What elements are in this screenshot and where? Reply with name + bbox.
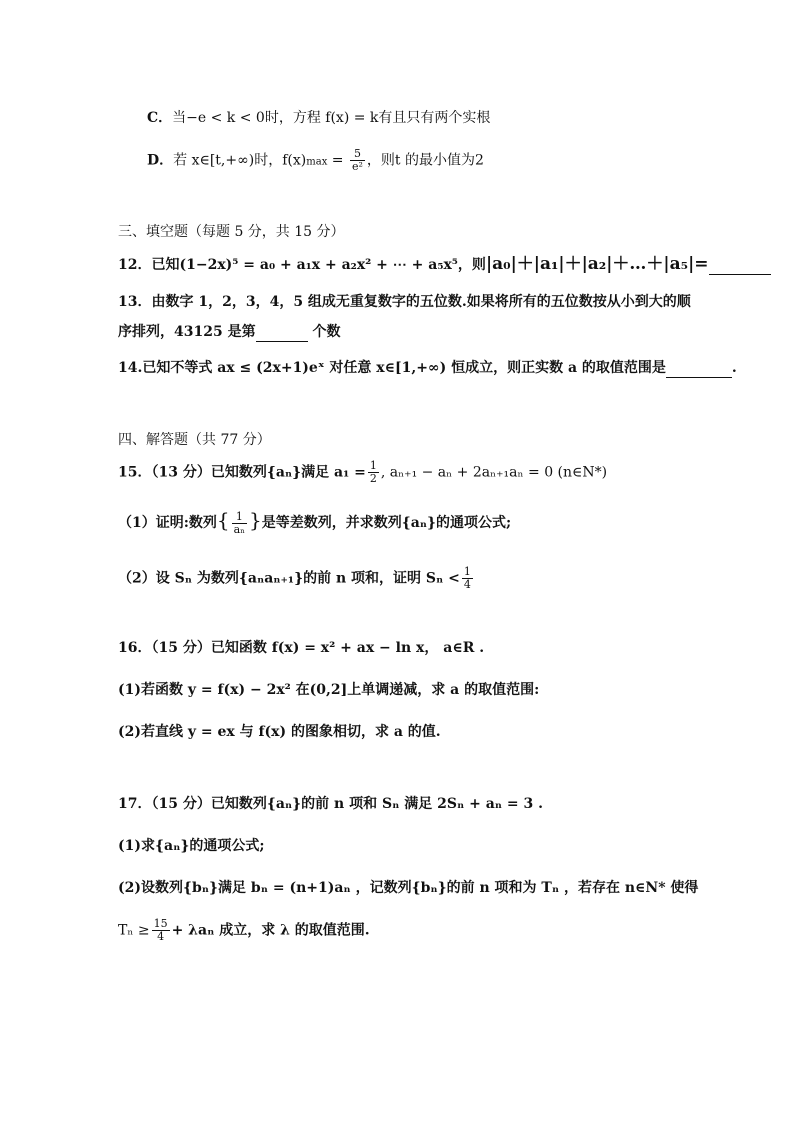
option-d-label: D． <box>147 152 174 169</box>
q14-end: . <box>731 360 737 376</box>
q17-p2b-fraction <box>152 918 170 943</box>
question-16-stem: 16．（15 分）已知函数 f(x) = x² + ax − ln x， a∈R . <box>118 640 485 656</box>
q17-p2b-den: 4 <box>157 930 165 943</box>
q15-stem-b: , aₙ₊₁ − aₙ + 2aₙ₊₁aₙ = 0 (n∈N*) <box>380 464 608 481</box>
question-17-part1: (1)求{aₙ}的通项公式; <box>118 838 265 854</box>
question-15-part2 <box>118 566 475 591</box>
q15-fraction <box>368 460 379 485</box>
question-16-part2: (2)若直线 y = ex 与 f(x) 的图象相切，求 a 的值. <box>118 724 441 740</box>
q15-p2-a: （2）设 Sₙ 为数列{aₙaₙ₊₁}的前 n 项和，证明 Sₙ < <box>118 570 460 587</box>
q15-p1-fraction <box>232 511 247 536</box>
question-17-part2: (2)设数列{bₙ}满足 bₙ = (n+1)aₙ ，记数列{bₙ}的前 n 项和为 Tₙ ，若存在 n∈N* 使得 <box>118 880 699 896</box>
option-d-sub-max: max <box>306 156 328 168</box>
option-c-label: C． <box>147 110 173 126</box>
option-d-eq: = <box>327 152 348 169</box>
question-17-part2-condition <box>118 918 370 943</box>
q15-p1-brace-open: { <box>216 508 230 532</box>
option-c-text: 当−e < k < 0时，方程 f(x) = k有且只有两个实根 <box>172 110 491 126</box>
q15-p1-b: 是等差数列，并求数列{aₙ}的通项公式; <box>261 515 512 531</box>
q12-answer-blank <box>709 260 771 275</box>
question-15-part1 <box>118 510 511 536</box>
q17-p2b-b: + λaₙ 成立，求 λ 的取值范围. <box>171 922 370 939</box>
option-d-text-a: 若 x∈[t,+∞)时，f(x) <box>173 152 307 169</box>
question-14 <box>118 358 737 378</box>
option-d-fraction-num: 5 <box>350 148 365 161</box>
q13-answer-blank <box>256 327 308 342</box>
option-d <box>147 148 484 173</box>
question-13-line2 <box>118 322 340 342</box>
option-d-fraction <box>350 148 365 173</box>
section-4-title: 四、解答题（共 77 分） <box>118 432 271 448</box>
q13-line2b: 个数 <box>307 324 341 340</box>
q15-stem-a: 15．（13 分）已知数列{aₙ}满足 a₁ = <box>118 464 366 481</box>
q15-p1-brace-close: } <box>248 508 262 532</box>
section-3-title: 三、填空题（每题 5 分，共 15 分） <box>118 224 345 240</box>
q15-p1-num: 1 <box>232 511 247 524</box>
question-15-stem <box>118 460 607 485</box>
option-d-text-b: ，则t 的最小值为2 <box>366 152 484 169</box>
option-c <box>147 108 490 128</box>
q13-line2a: 序排列，43125 是第 <box>118 324 256 340</box>
q15-p2-num: 1 <box>463 565 471 578</box>
q15-p2-den: 4 <box>463 578 471 591</box>
q12-text: 12．已知(1−2x)⁵ = a₀ + a₁x + a₂x² + ⋯ + a₅x⁵，则 <box>118 257 486 273</box>
q14-text: 14.已知不等式 ax ≤ (2x+1)eˣ 对任意 x∈[1,+∞) 恒成立，则正实数 a 的取值范围是 <box>118 360 666 376</box>
question-13-line1: 13．由数字 1，2，3，4，5 组成无重复数字的五位数.如果将所有的五位数按从小到大的顺 <box>118 294 691 310</box>
q12-expr: |a₀|＋|a₁|＋|a₂|＋…＋|a₅|= <box>485 254 709 274</box>
option-d-fraction-den: e² <box>351 160 363 173</box>
q17-p2b-a: Tₙ ≥ <box>118 922 150 939</box>
question-12 <box>118 254 771 275</box>
q14-answer-blank <box>666 363 732 378</box>
q15-p2-fraction <box>462 566 473 591</box>
question-16-part1: (1)若函数 y = f(x) − 2x² 在(0,2]上单调递减，求 a 的取值范围: <box>118 682 540 698</box>
q15-fraction-den: 2 <box>369 472 377 485</box>
q15-fraction-num: 1 <box>369 459 377 472</box>
question-17-stem: 17．（15 分）已知数列{aₙ}的前 n 项和 Sₙ 满足 2Sₙ + aₙ = 3 . <box>118 796 544 812</box>
q15-p1-a: （1）证明:数列 <box>118 515 217 531</box>
q17-p2b-num: 15 <box>153 917 168 930</box>
q15-p1-den: aₙ <box>233 522 245 536</box>
